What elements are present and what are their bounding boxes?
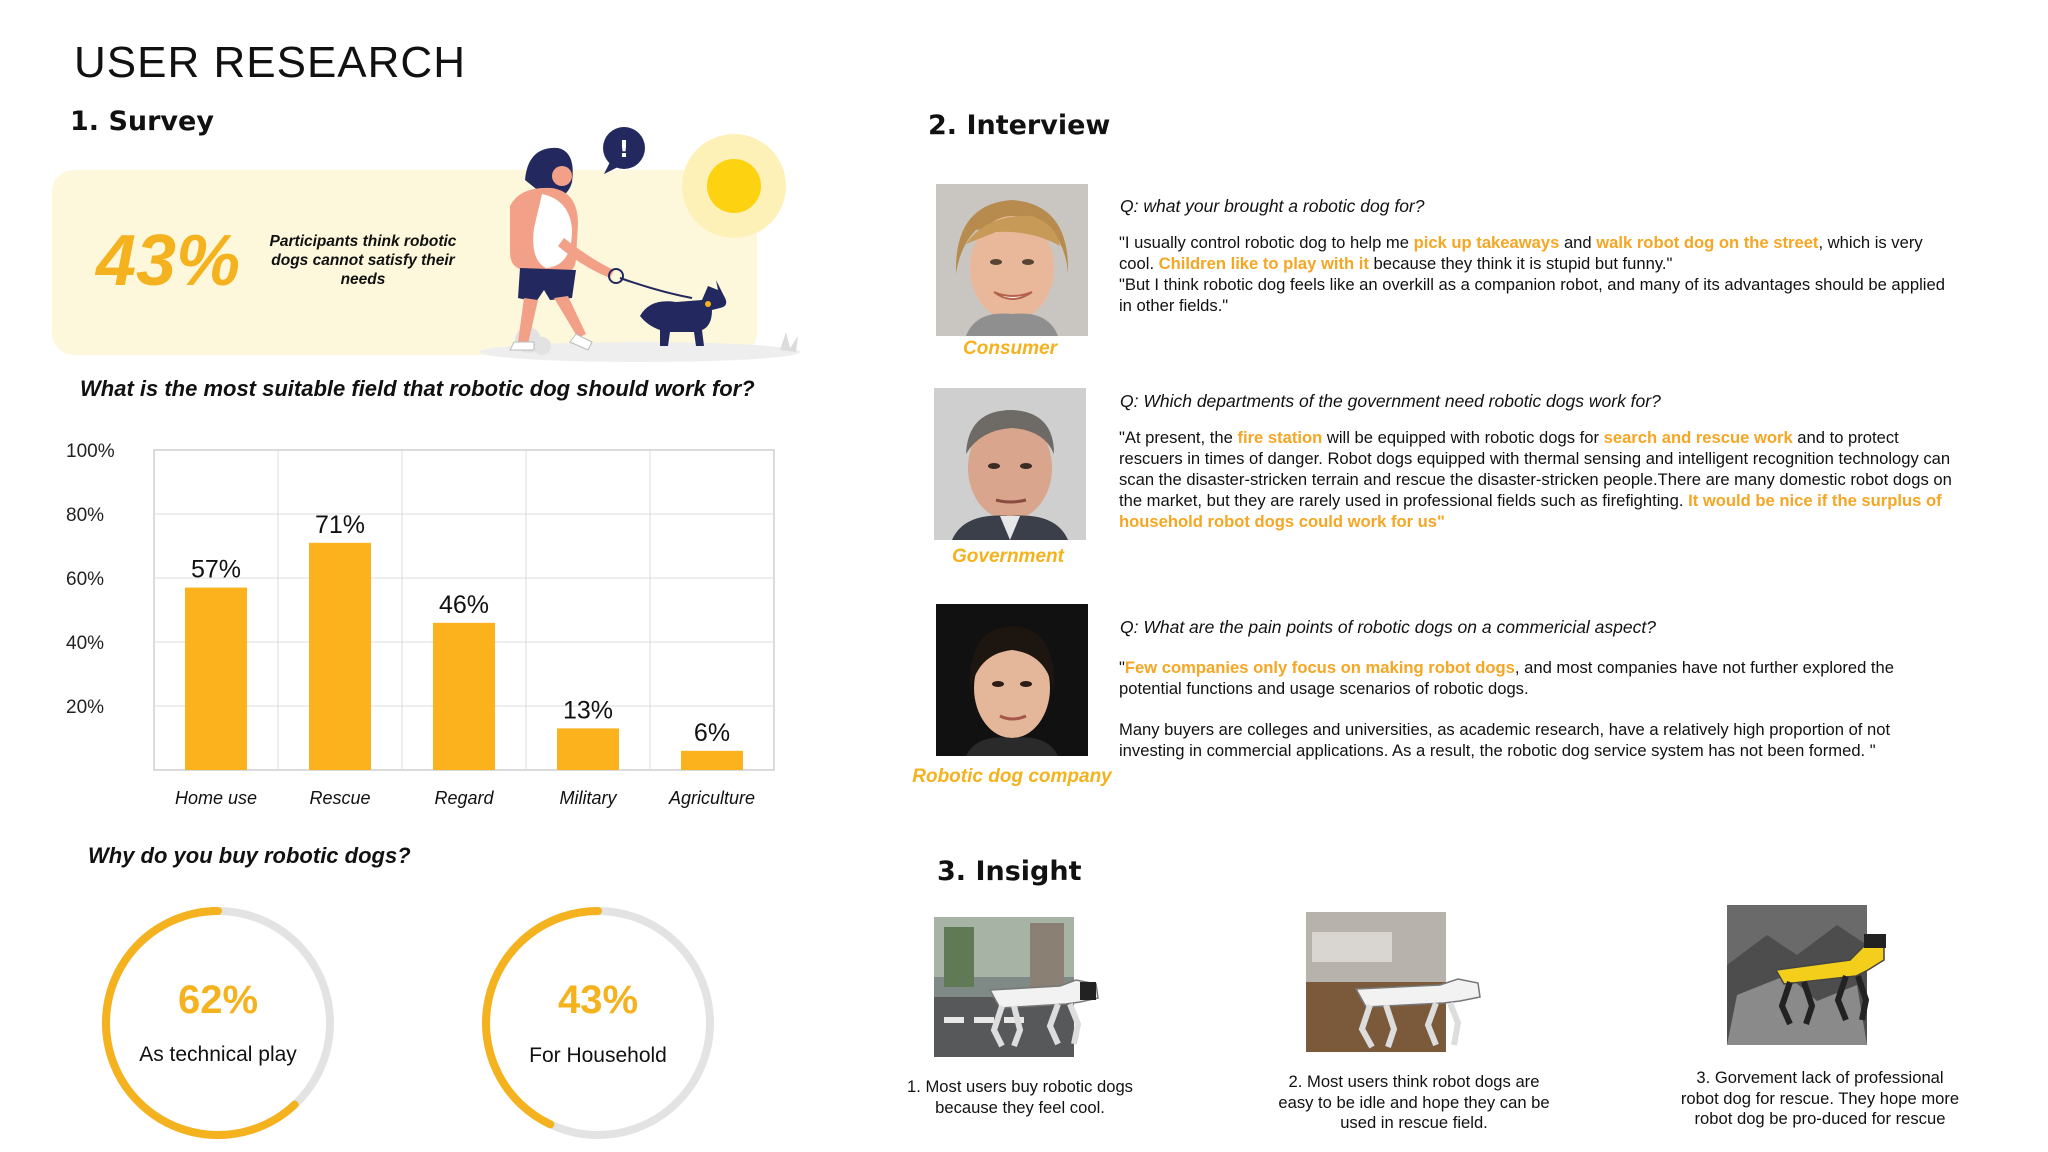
- answer-text: will be equipped with robotic dogs for: [1322, 428, 1604, 447]
- answer-text: ": [1119, 658, 1125, 677]
- survey-question-buy: Why do you buy robotic dogs?: [88, 843, 411, 868]
- answer-text: , and most companies have not further explored the potential functions and usage scenarios of robotic dogs.: [1119, 658, 1895, 698]
- ring-label-technical-play: As technical play: [139, 1043, 297, 1066]
- answer-highlight: It would be nice if the surplus of household robot dogs could work for us": [1119, 491, 1942, 531]
- yellow-robot-dog-icon: [1760, 920, 1900, 1030]
- bar-value-label: 57%: [190, 555, 242, 584]
- field-bar-chart: [66, 430, 790, 820]
- x-category-label: Agriculture: [668, 788, 756, 808]
- y-tick-label: 60%: [66, 569, 105, 590]
- ring-percent-technical-play: 62%: [177, 978, 259, 1022]
- answer-text: "I usually control robotic dog to help me: [1119, 233, 1414, 252]
- insight-text-2: 2. Most users think robot dogs are easy to be idle and hope they can be used in rescue field.: [1278, 1072, 1550, 1132]
- company-avatar: [936, 604, 1088, 756]
- bar-value-label: 71%: [314, 510, 366, 539]
- x-category-label: Military: [559, 788, 617, 808]
- alert-badge: !: [618, 137, 630, 163]
- role-company: Robotic dog company: [912, 766, 1112, 787]
- bar-value-label: 6%: [693, 718, 731, 747]
- consumer-answer-part1: [1119, 232, 1959, 274]
- x-category-label: Regard: [434, 788, 494, 808]
- role-government: Government: [952, 546, 1064, 567]
- government-question: Q: Which departments of the government need robotic dogs work for?: [1120, 391, 1661, 411]
- bar-regard: [433, 623, 495, 770]
- bar-value-label: 13%: [562, 696, 614, 725]
- bar-value-label: 46%: [438, 590, 490, 619]
- page-title: USER RESEARCH: [74, 38, 466, 87]
- government-avatar: [934, 388, 1086, 540]
- company-answer-part2: Many buyers are colleges and universities, as academic research, have a relatively high proportion of not investing in commercial applications. As a result, the robotic dog service system has not been formed. ": [1119, 720, 1891, 760]
- woman-walking-dog-illustration: [480, 120, 820, 370]
- government-answer-part1: [1119, 427, 1959, 532]
- ring-chart-household: [475, 900, 721, 1146]
- role-consumer: Consumer: [963, 338, 1057, 359]
- y-tick-label: 40%: [66, 633, 105, 654]
- insight-text-1: 1. Most users buy robotic dogs because they feel cool.: [907, 1077, 1133, 1117]
- answer-highlight: pick up takeaways: [1413, 233, 1560, 252]
- answer-text: , which is very cool.: [1119, 233, 1923, 273]
- answer-highlight: walk robot dog on the street: [1596, 233, 1819, 252]
- company-answer: [1119, 657, 1959, 761]
- banner-text: Participants think robotic dogs cannot satisfy their needs: [269, 233, 457, 288]
- consumer-answer: [1119, 232, 1959, 316]
- bar-rescue: [309, 543, 371, 770]
- answer-highlight: Few companies only focus on making robot dogs: [1124, 658, 1515, 677]
- ring-progress-arc: [106, 911, 295, 1135]
- interview-section-title: 2. Interview: [928, 110, 1111, 141]
- survey-question-field: What is the most suitable field that robotic dog should work for?: [80, 376, 755, 401]
- bar-military: [557, 728, 619, 770]
- company-answer-part1: [1119, 657, 1959, 699]
- robot-dog-home-icon: [1350, 955, 1490, 1050]
- x-category-label: Rescue: [309, 788, 371, 808]
- answer-text: and to protect rescuers in times of danger. Robot dogs equipped with thermal sensing and intelligent recognition technology can scan the disaster-stricken terrain and rescue the disaster-stricken people.There are many domestic robot dogs on the market, but they are rarely used in professional fields such as firefighting.: [1119, 428, 1952, 510]
- bar-agriculture: [681, 751, 743, 770]
- company-question: Q: What are the pain points of robotic dogs on a commericial aspect?: [1120, 617, 1656, 637]
- answer-text: and: [1559, 233, 1597, 252]
- consumer-question: Q: what your brought a robotic dog for?: [1120, 196, 1425, 216]
- dog-icon: [640, 280, 726, 346]
- ring-chart-technical-play: [95, 900, 341, 1146]
- ring-label-household: For Household: [529, 1044, 667, 1067]
- x-category-label: Home use: [174, 788, 258, 808]
- answer-highlight: Children like to play with it: [1158, 254, 1369, 273]
- insight-section-title: 3. Insight: [937, 856, 1082, 887]
- answer-highlight: search and rescue work: [1603, 428, 1793, 447]
- ring-percent-household: 43%: [557, 978, 639, 1022]
- answer-text: because they think it is stupid but funny.": [1368, 254, 1673, 273]
- answer-text: "At present, the: [1119, 428, 1238, 447]
- white-robot-dog-icon: [980, 960, 1110, 1050]
- y-tick-label: 100%: [66, 441, 115, 462]
- answer-highlight: fire station: [1237, 428, 1323, 447]
- sun-icon: [707, 159, 761, 213]
- insight-text-3: 3. Gorvement lack of professional robot dog for rescue. They hope more robot dog be pro-duced for rescue: [1680, 1068, 1960, 1128]
- government-answer: [1119, 427, 1959, 532]
- banner-percent: 43%: [96, 221, 241, 301]
- y-tick-label: 80%: [66, 505, 105, 526]
- y-tick-label: 20%: [66, 697, 105, 718]
- consumer-avatar: [936, 184, 1088, 336]
- bar-home-use: [185, 588, 247, 770]
- survey-section-title: 1. Survey: [70, 106, 214, 137]
- consumer-answer-part2: "But I think robotic dog feels like an overkill as a companion robot, and many of its advantages should be applied in other fields.": [1119, 275, 1945, 315]
